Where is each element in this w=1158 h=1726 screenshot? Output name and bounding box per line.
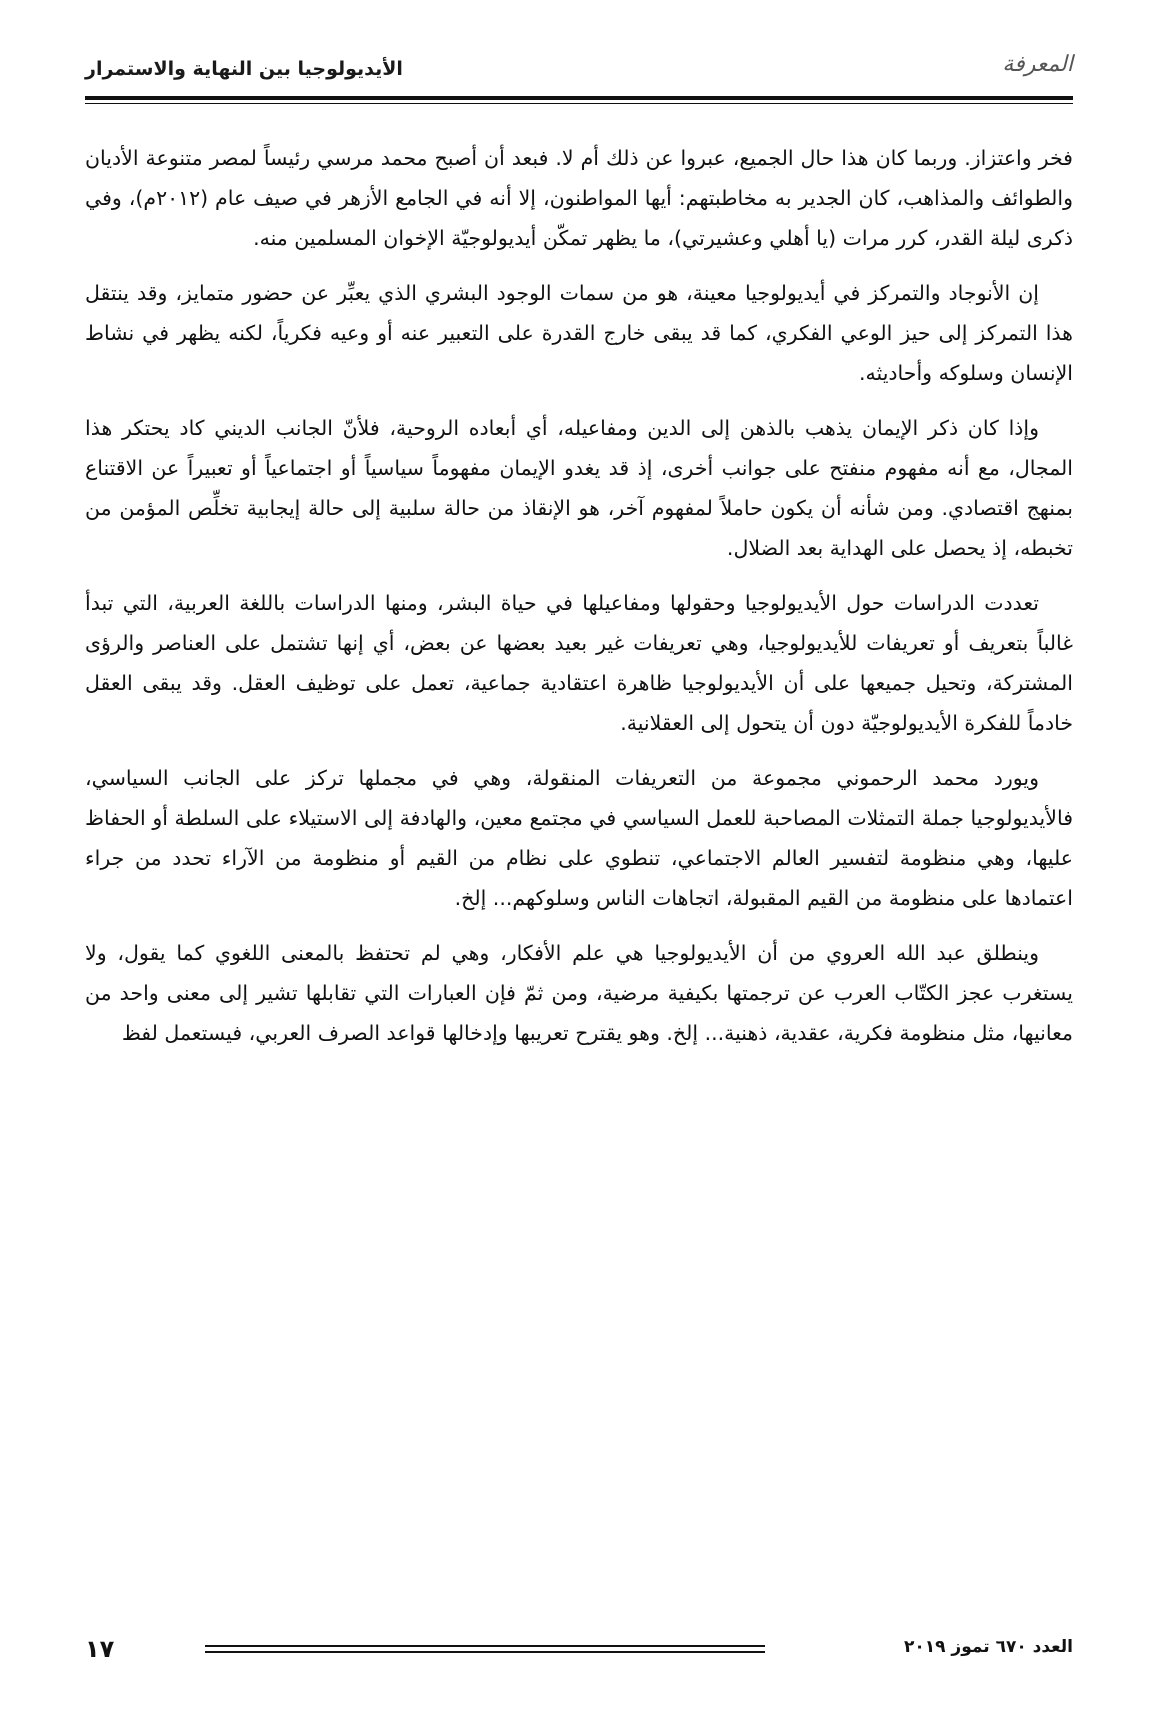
paragraph-3: وإذا كان ذكر الإيمان يذهب بالذهن إلى الدين ومفاعيله، أي أبعاده الروحية، فلأنّ الجانب الديني كاد يحتكر هذا المجال، مع أنه مفهوم منفتح على جوانب أخرى، إذ قد يغدو الإيمان مفهوماً سياسياً أو اجتماعياً أو تعبيراً عن الاقتناع بمنهج اقتصادي. ومن شأنه أن يكون حاملاً لمفهوم آخر، هو الإنقاذ من حالة سلبية إلى حالة إيجابية تخلِّص المؤمن من تخبطه، إذ يحصل على الهداية بعد الضلال. xyxy=(85,416,1073,560)
page-number: ١٧ xyxy=(85,1635,115,1663)
footer-rule xyxy=(205,1645,765,1647)
footer-rule-second xyxy=(205,1651,765,1653)
issue-info: العدد ٦٧٠ تموز ٢٠١٩ xyxy=(904,1637,1073,1657)
magazine-logo: المعرفة xyxy=(1002,52,1073,77)
paragraph-2: إن الأنوجاد والتمركز في أيديولوجيا معينة، هو من سمات الوجود البشري الذي يعبِّر عن حضور متمايز، وقد ينتقل هذا التمركز إلى حيز الوعي الفكري، كما قد يبقى خارج القدرة على التعبير عنه أو وعيه فكرياً، لكنه يظهر في نشاط الإنسان وسلوكه وأحاديثه. xyxy=(85,281,1073,385)
page-header xyxy=(85,52,1073,92)
paragraph-4: تعددت الدراسات حول الأيديولوجيا وحقولها ومفاعيلها في حياة البشر، ومنها الدراسات باللغة العربية، التي تبدأ غالباً بتعريف أو تعريفات للأيديولوجيا، وهي تعريفات غير بعيد بعضها عن بعض، أي إنها تشتمل على العناصر والرؤى المشتركة، وتحيل جميعها على أن الأيديولوجيا ظاهرة اعتقادية جماعية، تعمل على توظيف العقل. وقد يبقى العقل خادماً للفكرة الأيديولوجيّة دون أن يتحول إلى العقلانية. xyxy=(85,591,1073,735)
header-rule xyxy=(85,96,1073,100)
paragraph-5: ويورد محمد الرحموني مجموعة من التعريفات المنقولة، وهي في مجملها تركز على الجانب السياسي، فالأيديولوجيا جملة التمثلات المصاحبة للعمل السياسي في مجتمع معين، والهادفة إلى الاستيلاء على السلطة أو الحفاظ عليها، وهي منظومة لتفسير العالم الاجتماعي، تنطوي على نظام من القيم أو منظومة من الآراء تحدد من جراء اعتمادها على منظومة من القيم المقبولة، اتجاهات الناس وسلوكهم... إلخ. xyxy=(85,766,1073,910)
article-body xyxy=(85,138,1073,1068)
page-footer xyxy=(85,1633,1073,1669)
paragraph-6: وينطلق عبد الله العروي من أن الأيديولوجيا هي علم الأفكار، وهي لم تحتفظ بالمعنى اللغوي كما يقول، ولا يستغرب عجز الكتّاب العرب عن ترجمتها بكيفية مرضية، ومن ثمّ فإن العبارات التي تقابلها تشير إلى معنى واحد من معانيها، مثل منظومة فكرية، عقدية، ذهنية... إلخ. وهو يقترح تعريبها وإدخالها قواعد الصرف العربي، فيستعمل لفظ xyxy=(85,941,1073,1045)
paragraph-1: فخر واعتزاز. وربما كان هذا حال الجميع، عبروا عن ذلك أم لا. فبعد أن أصبح محمد مرسي رئيساً لمصر متنوعة الأديان والطوائف والمذاهب، كان الجدير به مخاطبتهم: أيها المواطنون، إلا أنه في الجامع الأزهر في صيف عام (٢٠١٢م)، وفي ذكرى ليلة القدر، كرر مرات (يا أهلي وعشيرتي)، ما يظهر تمكّن أيديولوجيّة الإخوان المسلمين منه. xyxy=(85,146,1074,250)
header-rule-thin xyxy=(85,103,1073,104)
running-title: الأيديولوجيا بين النهاية والاستمرار xyxy=(85,58,403,80)
